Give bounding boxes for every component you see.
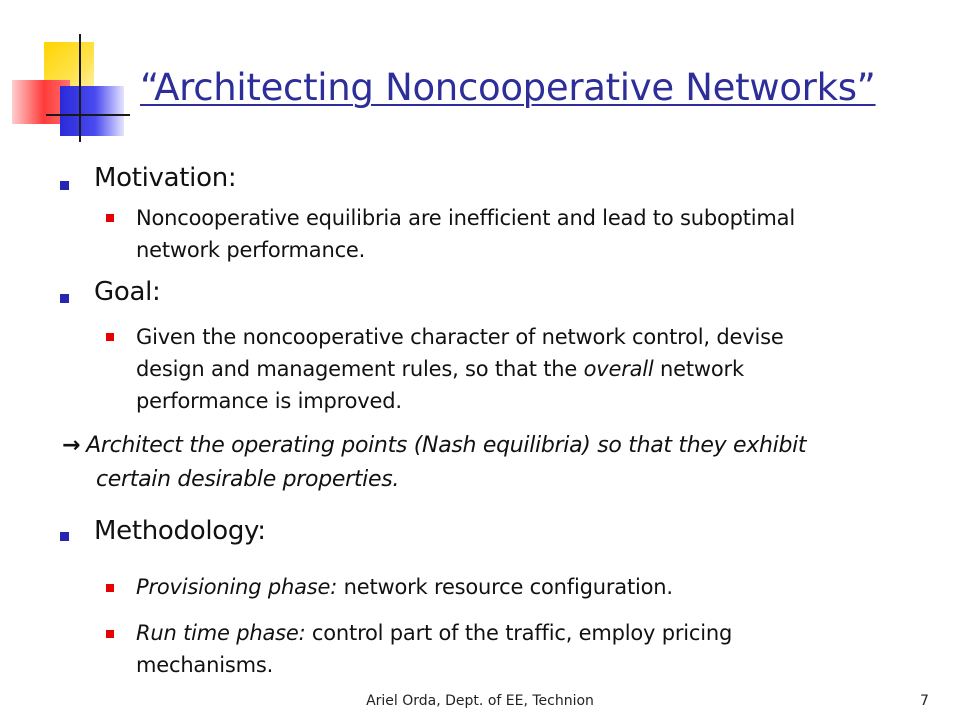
implication-statement [62, 429, 922, 497]
slide-title: “Architecting Noncooperative Networks” [140, 66, 876, 109]
runtime-phase-text: control part of the traffic, employ pricing [305, 621, 733, 645]
motivation-item [136, 202, 896, 266]
runtime-phase-label: Run time phase: [136, 621, 306, 645]
methodology-item-runtime [136, 617, 896, 681]
goal-item-line2-start: design and management rules, so that the [136, 357, 584, 381]
runtime-phase-line2: mechanisms. [136, 653, 274, 677]
bullet-square-icon [60, 294, 69, 303]
methodology-heading: Methodology: [94, 516, 266, 546]
motivation-item-line1: Noncooperative equilibria are inefficient and lead to suboptimal [136, 206, 795, 230]
goal-item [136, 321, 896, 417]
bullet-square-icon [106, 584, 114, 592]
bullet-square-icon [60, 181, 69, 190]
motivation-item-line2: network performance. [136, 238, 366, 262]
bullet-square-icon [106, 214, 114, 222]
goal-item-line1: Given the noncooperative character of network control, devise [136, 325, 784, 349]
logo-horizontal-line [46, 114, 130, 116]
logo-vertical-line [79, 34, 81, 142]
methodology-item-provisioning [136, 571, 896, 603]
implication-line2: certain desirable properties. [96, 467, 400, 492]
bullet-square-icon [106, 333, 114, 341]
bullet-square-icon [106, 630, 114, 638]
provisioning-phase-label: Provisioning phase: [136, 575, 338, 599]
blue-square [60, 86, 124, 136]
goal-item-emphasis: overall [583, 357, 654, 381]
goal-heading: Goal: [94, 277, 161, 307]
bullet-square-icon [60, 532, 69, 541]
goal-item-line3: performance is improved. [136, 389, 402, 413]
right-arrow-icon: → [62, 433, 81, 458]
implication-line1: Architect the operating points (Nash equilibria) so that they exhibit [86, 433, 807, 458]
motivation-heading: Motivation: [94, 163, 237, 193]
page-number: 7 [920, 693, 929, 709]
goal-item-line2-end: network [653, 357, 744, 381]
colored-squares-logo [0, 0, 140, 150]
provisioning-phase-text: network resource configuration. [337, 575, 673, 599]
footer-credit: Ariel Orda, Dept. of EE, Technion [366, 693, 594, 709]
